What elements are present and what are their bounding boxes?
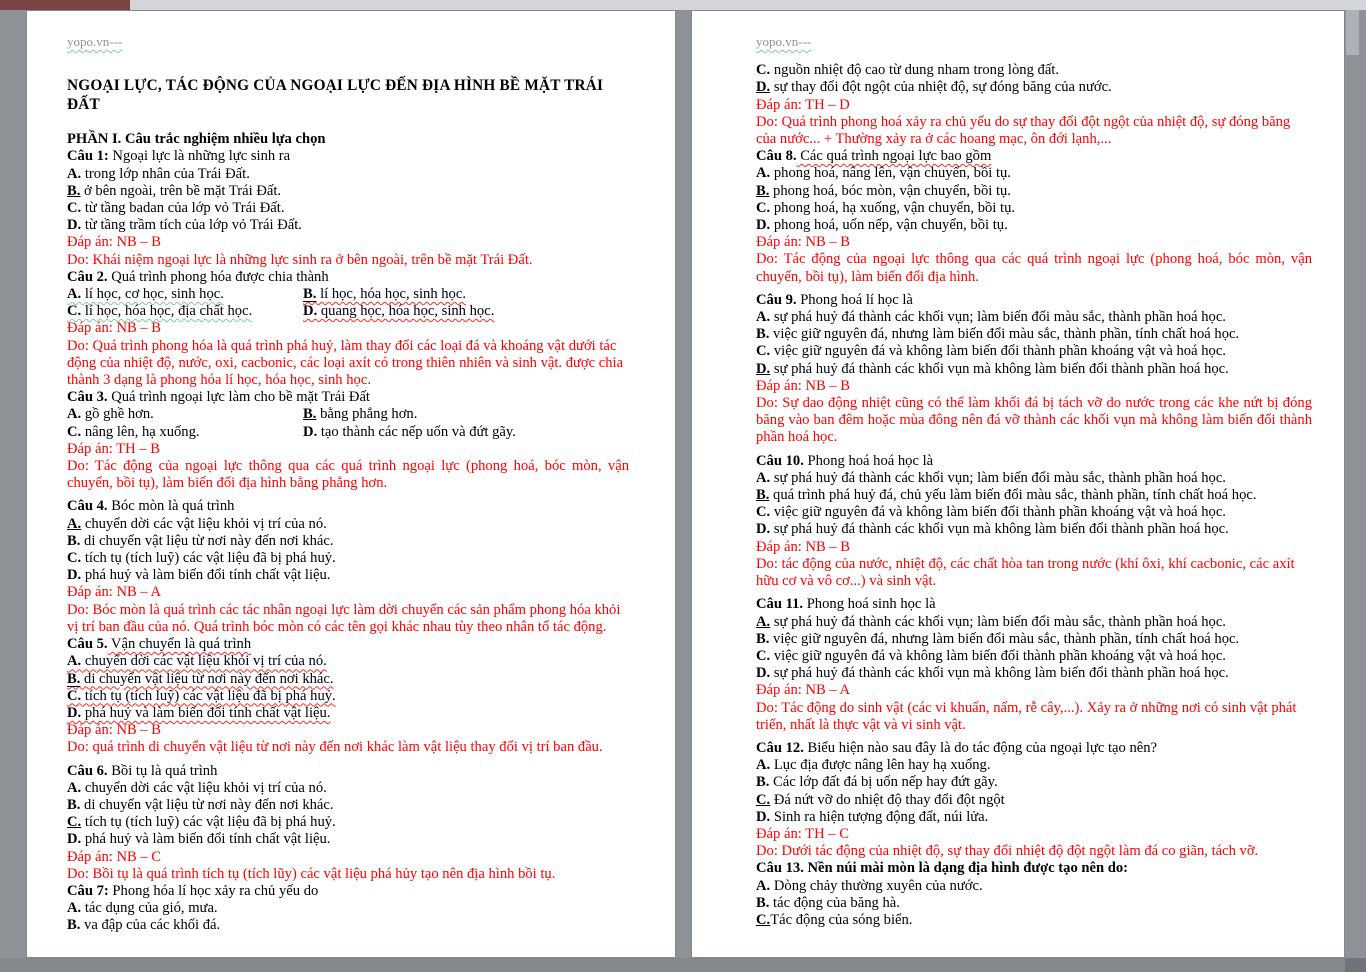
vertical-scrollbar-thumb[interactable] xyxy=(1346,10,1359,55)
option-letter: D. xyxy=(756,665,771,682)
option-D xyxy=(67,831,629,848)
option-A xyxy=(67,166,629,183)
option-letter: A. xyxy=(756,469,771,486)
option-text: Dòng chảy thường xuyên của nước. xyxy=(770,877,983,894)
option-A xyxy=(67,653,629,670)
option-grid xyxy=(67,406,629,440)
option-A xyxy=(67,516,629,533)
explanation-line: Do: Tác động do sinh vật (các vi khuẩn, nấm, rễ cây,...). Xảy ra ở những nơi có sinh vật phát triển, nhất là thực vật và vi sinh vật. xyxy=(756,699,1297,733)
option-letter: A. xyxy=(756,309,771,326)
option-text: di chuyển vật liệu từ nơi này đến nơi khác. xyxy=(80,796,334,813)
option-A xyxy=(756,309,1312,326)
option-text: lí học, hóa học, sinh học. xyxy=(316,286,466,303)
option-letter: C. xyxy=(67,200,82,217)
option-text: sự phá huỷ đá thành các khối vụn mà không làm biến đổi thành phần hoá học. xyxy=(770,665,1229,682)
option-letter: C. xyxy=(67,687,82,704)
question-number: Câu 8. xyxy=(756,148,797,165)
option-letter: D. xyxy=(67,704,82,721)
top-edge-strip xyxy=(0,0,1366,10)
option-text: Lục địa được nâng lên hay hạ xuống. xyxy=(770,757,991,774)
explanation-line: Do: Dưới tác động của nhiệt độ, sự thay đổi nhiệt độ đột ngột làm đá co giãn, tách vỡ. xyxy=(756,843,1259,860)
answer-line: Đáp án: NB – B xyxy=(756,538,851,555)
option-D xyxy=(67,705,629,722)
option-D xyxy=(303,303,629,320)
page-2 xyxy=(691,10,1345,958)
option-text: phá huỷ và làm biến đổi tính chất vật liệu. xyxy=(81,831,331,848)
answer-line: Đáp án: NB – A xyxy=(67,584,162,601)
option-D xyxy=(756,217,1312,234)
question-line xyxy=(67,269,629,286)
option-text: gồ ghề hơn. xyxy=(81,406,154,423)
option-text: việc giữ nguyên đá và không làm biến đổi thành phần khoáng vật và hoá học. xyxy=(770,647,1226,664)
option-B xyxy=(756,774,1312,791)
option-B xyxy=(303,406,629,423)
option-letter: A. xyxy=(756,877,771,894)
question-number: Câu 12. xyxy=(756,739,804,756)
option-text: di chuyển vật liệu từ nơi này đến nơi khác. xyxy=(80,670,334,687)
option-B xyxy=(756,895,1312,912)
option-letter: A. xyxy=(67,779,82,796)
question-number: Câu 1: xyxy=(67,148,109,165)
option-text: tác động của băng hà. xyxy=(769,894,900,911)
option-letter: B. xyxy=(756,487,770,504)
answer-line: Đáp án: TH – B xyxy=(67,440,160,457)
option-text: phá huỷ và làm biến đổi tính chất vật liệu. xyxy=(81,567,331,584)
question-text: Các quá trình ngoại lực bao gồm xyxy=(796,148,992,165)
option-B xyxy=(67,797,629,814)
option-text: sự phá huỷ đá thành các khối vụn mà không làm biến đổi thành phần hoá học. xyxy=(770,521,1229,538)
option-C xyxy=(67,550,629,567)
option-text: nâng lên, hạ xuống. xyxy=(81,423,200,440)
option-grid xyxy=(67,286,629,320)
option-C xyxy=(67,688,629,705)
option-letter: C. xyxy=(756,62,771,79)
option-text: lí học, cơ học, sinh học. xyxy=(81,286,224,303)
option-text: phong hoá, bóc mòn, vận chuyển, bồi tụ. xyxy=(769,182,1011,199)
option-D xyxy=(67,217,629,234)
explanation-line: Do: tác động của nước, nhiệt độ, các chất hòa tan trong nước (khí ôxi, khí cacbonic, các axít hữu cơ và vô cơ...) và sinh vật. xyxy=(756,555,1295,590)
option-text: Sinh ra hiện tượng động đất, núi lửa. xyxy=(770,808,989,825)
option-letter: D. xyxy=(67,217,82,234)
option-text: bằng phẳng hơn. xyxy=(316,406,418,423)
option-text: phong hoá, uốn nếp, vận chuyển, bồi tụ. xyxy=(770,217,1008,234)
option-letter: A. xyxy=(756,165,771,182)
option-text: Đá nứt vỡ do nhiệt độ thay đổi đột ngột xyxy=(770,791,1005,808)
option-text: sự thay đổi đột ngột của nhiệt độ, sự đóng băng của nước. xyxy=(770,79,1112,96)
answer-line: Đáp án: NB – B xyxy=(67,320,162,337)
option-D xyxy=(303,424,629,441)
answer-line: Đáp án: TH – D xyxy=(756,96,850,113)
option-letter: B. xyxy=(67,917,81,934)
answer-line: Đáp án: NB – B xyxy=(756,377,851,394)
option-letter: B. xyxy=(756,326,770,343)
question-number: Câu 3. xyxy=(67,389,108,406)
question-number: Câu 4. xyxy=(67,498,108,515)
toolbar-fragment xyxy=(0,0,130,10)
question-line xyxy=(756,596,1312,613)
option-C xyxy=(756,504,1312,521)
option-letter: C. xyxy=(67,814,82,831)
option-B xyxy=(303,286,629,303)
option-text: việc giữ nguyên đá và không làm biến đổi thành phần khoáng vật và hoá học. xyxy=(770,504,1226,521)
option-text: tích tụ (tích luỹ) các vật liệu đã bị phá huỷ. xyxy=(81,550,336,567)
option-text: Tác động của sóng biển. xyxy=(770,911,913,928)
option-text: phong hoá, hạ xuống, vận chuyển, bồi tụ. xyxy=(770,199,1016,216)
question-text: Nền núi mài mòn là dạng địa hình được tạo nên do: xyxy=(803,860,1129,877)
option-letter: A. xyxy=(67,406,82,423)
option-text: phong hoá, nâng lên, vận chuyển, bồi tụ. xyxy=(770,165,1011,182)
option-C xyxy=(67,303,303,320)
answer-line: Đáp án: NB – B xyxy=(756,234,851,251)
explanation-line: Do: Tác động của ngoại lực thông qua các quá trình ngoại lực (phong hoá, bóc mòn, vận chuyển, bồi tụ), làm biến đổi địa hình. xyxy=(756,251,1312,285)
option-C xyxy=(756,912,1312,929)
question-line xyxy=(756,148,1312,165)
option-text: việc giữ nguyên đá, nhưng làm biến đổi màu sắc, thành phần, tính chất hoá học. xyxy=(769,326,1240,343)
option-text: tác dụng của gió, mưa. xyxy=(81,900,218,917)
option-letter: D. xyxy=(756,217,771,234)
option-text: chuyển dời các vật liệu khỏi vị trí của nó. xyxy=(81,515,327,532)
answer-line: Đáp án: NB – C xyxy=(67,848,162,865)
question-text: Phong hóa lí học xảy ra chủ yếu do xyxy=(108,882,319,899)
option-letter: B. xyxy=(303,286,317,303)
option-letter: C. xyxy=(67,303,82,320)
question-number: Câu 9. xyxy=(756,291,797,308)
option-text: tích tụ (tích luỹ) các vật liệu đã bị phá huỷ. xyxy=(81,687,336,704)
horizontal-scrollbar[interactable] xyxy=(0,958,1366,972)
option-A xyxy=(67,780,629,797)
option-letter: B. xyxy=(756,630,770,647)
option-A xyxy=(756,470,1312,487)
question-text: Ngoại lực là những lực sinh ra xyxy=(108,148,291,165)
option-text: việc giữ nguyên đá, nhưng làm biến đổi màu sắc, thành phần, tính chất hoá học. xyxy=(769,630,1240,647)
option-A xyxy=(67,406,303,423)
question-number: Câu 2. xyxy=(67,268,108,285)
option-letter: B. xyxy=(67,532,81,549)
option-text: di chuyển vật liệu từ nơi này đến nơi khác. xyxy=(80,532,334,549)
question-number: Câu 6. xyxy=(67,762,108,779)
option-text: nguồn nhiệt độ cao từ dung nham trong lòng đất. xyxy=(770,62,1059,79)
question-number: Câu 13. xyxy=(756,860,804,877)
option-letter: A. xyxy=(67,515,82,532)
question-line xyxy=(67,883,629,900)
option-D xyxy=(67,567,629,584)
question-text: Quá trình ngoại lực làm cho bề mặt Trái Đất xyxy=(107,389,370,406)
answer-line: Đáp án: NB – B xyxy=(67,722,162,739)
option-letter: B. xyxy=(67,182,81,199)
question-text: Vận chuyển là quá trình xyxy=(107,636,252,653)
explanation-line: Do: Bóc mòn là quá trình các tác nhân ngoại lực làm dời chuyển các sản phẩm phong hóa khỏi vị trí ban đầu của nó. Quá trình bóc mòn có các tên gọi khác nhau tùy theo nhân tố tác động. xyxy=(67,601,621,635)
option-text: chuyển dời các vật liệu khỏi vị trí của nó. xyxy=(81,779,327,796)
option-A xyxy=(756,757,1312,774)
option-text: chuyển dời các vật liệu khỏi vị trí của nó. xyxy=(81,653,327,670)
explanation-line: Do: Khái niệm ngoại lực là những lực sinh ra ở bên ngoài, trên bề mặt Trái Đất. xyxy=(67,251,533,268)
option-letter: D. xyxy=(756,521,771,538)
page-1 xyxy=(26,10,676,958)
option-letter: C. xyxy=(67,550,82,567)
page-2-content xyxy=(756,62,1312,929)
question-line xyxy=(67,389,629,406)
option-letter: C. xyxy=(756,911,771,928)
section-heading: PHẦN I. Câu trắc nghiệm nhiều lựa chọn xyxy=(67,131,326,148)
option-letter: C. xyxy=(756,343,771,360)
option-letter: D. xyxy=(756,360,771,377)
answer-line: Đáp án: NB – B xyxy=(67,234,162,251)
option-B xyxy=(756,326,1312,343)
option-D xyxy=(756,809,1312,826)
question-line xyxy=(67,763,629,780)
explanation-line: Do: Quá trình phong hoá xảy ra chủ yếu do sự thay đổi đột ngột của nhiệt độ, sự đóng băng của nước... + Thường xảy ra ở các hoang mạc, ôn đới lạnh,... xyxy=(756,113,1291,148)
option-A xyxy=(756,614,1312,631)
option-C xyxy=(756,792,1312,809)
option-C xyxy=(756,343,1312,360)
option-D xyxy=(756,665,1312,682)
option-letter: C. xyxy=(756,791,771,808)
option-text: lí học, hóa học, địa chất học. xyxy=(81,303,253,320)
answer-line: Đáp án: TH – C xyxy=(756,825,849,842)
option-letter: A. xyxy=(67,653,82,670)
explanation-line: Do: Quá trình phong hóa là quá trình phá huỷ, làm thay đổi các loại đá và khoáng vật dưới tác động của nhiệt độ, nước, oxi, cacbonic, các loại axít có trong thiên nhiên và sinh vật. được chia thành 3 dạng là phong hóa lí học, hóa học, sinh học. xyxy=(67,337,624,389)
option-letter: C. xyxy=(756,504,771,521)
question-text: Phong hoá lí học là xyxy=(796,291,913,308)
option-D xyxy=(756,361,1312,378)
question-text: Bồi tụ là quá trình xyxy=(107,762,218,779)
page-1-content xyxy=(67,76,629,934)
explanation-line: Do: quá trình di chuyển vật liệu từ nơi này đến nơi khác làm vật liệu thay đổi vị trí ban đầu. xyxy=(67,739,603,756)
option-letter: C. xyxy=(756,199,771,216)
scrollbar-corner xyxy=(1345,958,1366,972)
option-A xyxy=(67,900,629,917)
document-title: NGOẠI LỰC, TÁC ĐỘNG CỦA NGOẠI LỰC ĐẾN ĐỊA HÌNH BỀ MẶT TRÁI ĐẤT xyxy=(67,77,604,114)
option-letter: B. xyxy=(67,670,81,687)
option-B xyxy=(67,917,629,934)
option-C xyxy=(67,200,629,217)
option-text: từ tầng badan của lớp vỏ Trái Đất. xyxy=(81,200,285,217)
option-letter: A. xyxy=(67,165,82,182)
option-letter: A. xyxy=(756,613,771,630)
question-number: Câu 7: xyxy=(67,882,109,899)
option-D xyxy=(756,521,1312,538)
option-B xyxy=(67,671,629,688)
watermark-link[interactable]: yopo.vn--- xyxy=(67,34,123,49)
question-line xyxy=(67,498,629,515)
option-letter: D. xyxy=(67,831,82,848)
question-number: Câu 11. xyxy=(756,596,804,613)
option-C xyxy=(67,814,629,831)
watermark-link[interactable]: yopo.vn--- xyxy=(756,34,812,49)
option-text: tích tụ (tích luỹ) các vật liệu đã bị phá huỷ. xyxy=(81,814,336,831)
option-letter: D. xyxy=(303,423,318,440)
option-text: từ tầng trầm tích của lớp vỏ Trái Đất. xyxy=(81,217,302,234)
explanation-line: Do: Bồi tụ là quá trình tích tụ (tích lũy) các vật liệu phá hủy tạo nên địa hình bồi tụ. xyxy=(67,865,556,882)
question-text: Phong hoá hoá học là xyxy=(803,452,934,469)
option-text: sự phá huỷ đá thành các khối vụn mà không làm biến đổi thành phần hoá học. xyxy=(770,360,1229,377)
option-letter: B. xyxy=(303,406,317,423)
option-text: phá huỷ và làm biến đổi tính chất vật liệu. xyxy=(81,704,331,721)
option-A xyxy=(67,286,303,303)
question-line xyxy=(756,860,1312,877)
option-B xyxy=(67,183,629,200)
option-text: trong lớp nhân của Trái Đất. xyxy=(81,165,250,182)
option-letter: D. xyxy=(756,808,771,825)
option-C xyxy=(756,200,1312,217)
option-text: va đập của các khối đá. xyxy=(80,917,221,934)
question-text: Phong hoá sinh học là xyxy=(803,596,936,613)
option-text: ở bên ngoài, trên bề mặt Trái Đất. xyxy=(80,182,282,199)
question-text: Biểu hiện nào sau đây là do tác động của ngoại lực tạo nên? xyxy=(803,739,1158,756)
option-text: sự phá huỷ đá thành các khối vụn; làm biến đổi màu sắc, thành phần hoá học. xyxy=(770,309,1226,326)
option-text: sự phá huỷ đá thành các khối vụn; làm biến đổi màu sắc, thành phần hoá học. xyxy=(770,469,1226,486)
option-C xyxy=(67,424,303,441)
option-letter: A. xyxy=(67,286,82,303)
option-D xyxy=(756,79,1312,96)
option-text: quang học, hóa học, sinh học. xyxy=(317,303,495,320)
option-text: tạo thành các nếp uốn và đứt gãy. xyxy=(317,423,516,440)
option-A xyxy=(756,165,1312,182)
explanation-line: Do: Sự dao động nhiệt cũng có thể làm khối đá bị tách vỡ do nước trong các khe nứt bị đóng băng vào ban đêm hoặc mùa đông nên đá vỡ thành các khối vụn mà không làm biến đổi thành phần hoá học. xyxy=(756,395,1312,446)
question-text: Quá trình phong hóa được chia thành xyxy=(107,268,329,285)
option-B xyxy=(756,631,1312,648)
option-letter: C. xyxy=(67,423,82,440)
vertical-scrollbar[interactable] xyxy=(1346,10,1366,958)
option-B xyxy=(756,487,1312,504)
option-letter: C. xyxy=(756,647,771,664)
explanation-line: Do: Tác động của ngoại lực thông qua các quá trình ngoại lực (phong hoá, bóc mòn, vận chuyển, bồi tụ), làm biến đổi địa hình bằng phẳng hơn. xyxy=(67,458,629,492)
option-text: việc giữ nguyên đá và không làm biến đổi thành phần khoáng vật và hoá học. xyxy=(770,343,1226,360)
option-letter: B. xyxy=(756,182,770,199)
option-text: Các lớp đất đá bị uốn nếp hay đứt gãy. xyxy=(769,774,998,791)
option-letter: B. xyxy=(756,894,770,911)
answer-line: Đáp án: NB – A xyxy=(756,682,851,699)
option-A xyxy=(756,878,1312,895)
option-letter: D. xyxy=(67,567,82,584)
question-number: Câu 5. xyxy=(67,636,108,653)
option-letter: A. xyxy=(67,900,82,917)
option-C xyxy=(756,648,1312,665)
question-line xyxy=(67,148,629,165)
question-line xyxy=(756,740,1312,757)
option-letter: A. xyxy=(756,757,771,774)
option-B xyxy=(67,533,629,550)
question-line xyxy=(756,453,1312,470)
option-letter: B. xyxy=(756,774,770,791)
option-letter: D. xyxy=(756,79,771,96)
option-text: sự phá huỷ đá thành các khối vụn; làm biến đổi màu sắc, thành phần hoá học. xyxy=(770,613,1226,630)
option-C xyxy=(756,62,1312,79)
option-letter: B. xyxy=(67,796,81,813)
question-line xyxy=(756,292,1312,309)
question-number: Câu 10. xyxy=(756,452,804,469)
question-text: Bóc mòn là quá trình xyxy=(107,498,235,515)
question-line xyxy=(67,636,629,653)
option-text: quá trình phá huỷ đá, chủ yếu làm biến đổi màu sắc, thành phần, tính chất hoá học. xyxy=(769,487,1257,504)
option-B xyxy=(756,183,1312,200)
option-letter: D. xyxy=(303,303,318,320)
